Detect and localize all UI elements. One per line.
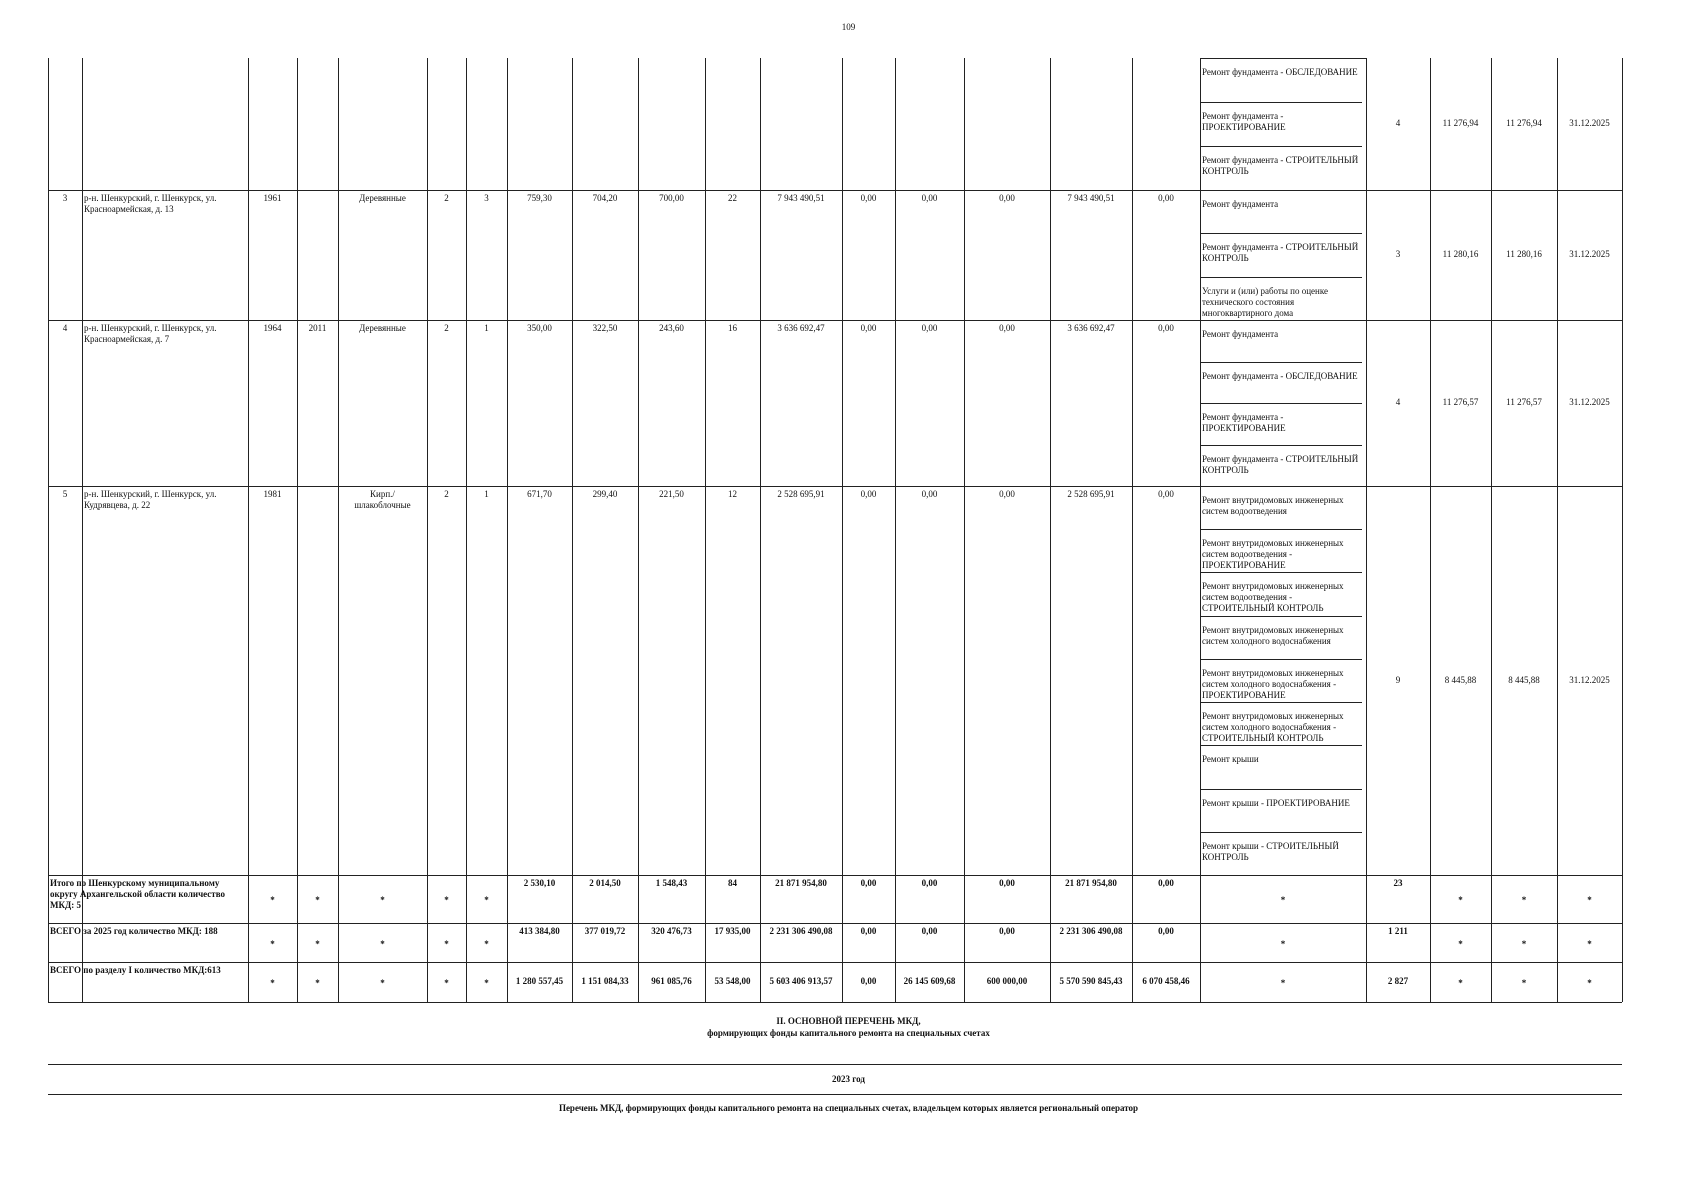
- cell-work_count: 4: [1395, 118, 1401, 128]
- row-line: [48, 962, 1622, 963]
- cell-col_other: 0,00: [1158, 489, 1174, 499]
- section-year: 2023 год: [832, 1074, 865, 1084]
- cell-deadline: 31.12.2025: [1569, 675, 1610, 685]
- total-area_residential: 961 085,76: [651, 976, 692, 986]
- placeholder-mark: *: [484, 978, 489, 988]
- placeholder-mark: *: [484, 939, 489, 949]
- cell-max_cost: 11 280,16: [1506, 249, 1542, 259]
- cell-area_living: 704,20: [592, 193, 618, 203]
- row-line: [48, 923, 1622, 924]
- work-line: [1200, 102, 1362, 103]
- row-line: [48, 875, 1622, 876]
- placeholder-mark: *: [1587, 939, 1592, 949]
- cell-area_total: 671,70: [527, 489, 552, 499]
- total-col_owners: 5 570 590 845,43: [1059, 976, 1123, 986]
- cell-floors: 2: [444, 323, 449, 333]
- work-item: Ремонт внутридомовых инженерных систем холодного водоснабжения: [1202, 625, 1344, 646]
- cell-work_count: 4: [1395, 397, 1401, 407]
- cell-col_other: 0,00: [1158, 323, 1174, 333]
- total-col_other: 0,00: [1158, 878, 1174, 888]
- cell-entrances: 1: [484, 489, 489, 499]
- total-col_fund_local: 600 000,00: [986, 976, 1028, 986]
- cell-area_total: 759,30: [527, 193, 552, 203]
- placeholder-mark: *: [1280, 895, 1286, 905]
- placeholder-mark: *: [444, 939, 449, 949]
- total-area_living: 2 014,50: [589, 878, 621, 888]
- total-label: ВСЕГО по разделу I количество МКД:613: [50, 965, 221, 975]
- work-item: Ремонт внутридомовых инженерных систем водоотведения - ПРОЕКТИРОВАНИЕ: [1202, 538, 1344, 570]
- total-area_total: 2 530,10: [523, 878, 556, 888]
- row-line: [48, 320, 1622, 321]
- cell-col_fund_local: 0,00: [999, 489, 1015, 499]
- cell-year_renovated: 2011: [308, 323, 327, 333]
- work-line: [1200, 832, 1362, 833]
- total-work-count: 23: [1393, 878, 1403, 888]
- total-col_fund_region: 0,00: [921, 926, 938, 936]
- section-rule-bottom: [48, 1094, 1622, 1095]
- placeholder-mark: *: [1280, 978, 1286, 988]
- cell-residents: 16: [728, 323, 737, 333]
- placeholder-mark: *: [270, 978, 275, 988]
- total-area_living: 1 151 084,33: [581, 976, 629, 986]
- work-item: Ремонт фундамента - ПРОЕКТИРОВАНИЕ: [1202, 111, 1286, 132]
- work-line: [1200, 789, 1362, 790]
- cell-area_living: 322,50: [592, 323, 618, 333]
- total-work-count: 2 827: [1387, 976, 1409, 986]
- cell-area_total: 350,00: [527, 323, 552, 333]
- cell-max_cost: 11 276,94: [1506, 118, 1542, 128]
- cell-unit_cost: 8 445,88: [1444, 675, 1477, 685]
- cell-address: р-н. Шенкурский, г. Шенкурск, ул. Красноармейская, д. 13: [84, 193, 217, 214]
- placeholder-mark: *: [270, 895, 275, 905]
- column-line: [1430, 58, 1431, 1002]
- total-cost_total: 21 871 954,80: [775, 878, 827, 888]
- total-col_owners: 21 871 954,80: [1065, 878, 1117, 888]
- work-item: Ремонт фундамента - ОБСЛЕДОВАНИЕ: [1202, 371, 1358, 381]
- work-line: [1200, 445, 1362, 446]
- work-item: Услуги и (или) работы по оценке технического состояния многоквартирного дома: [1202, 286, 1328, 318]
- cell-number: 5: [62, 489, 68, 499]
- cell-area_residential: 221,50: [659, 489, 684, 499]
- work-item: Ремонт фундамента - ПРОЕКТИРОВАНИЕ: [1202, 412, 1286, 433]
- column-line: [1366, 58, 1367, 1002]
- row-line: [48, 190, 1622, 191]
- cell-wall-material: Деревянные: [359, 193, 406, 203]
- total-cost_total: 2 231 306 490,08: [769, 926, 833, 936]
- cell-entrances: 3: [484, 193, 489, 203]
- cell-cost_total: 2 528 695,91: [777, 489, 825, 499]
- total-area_residential: 1 548,43: [655, 878, 688, 888]
- total-residents: 53 548,00: [714, 976, 751, 986]
- total-area_living: 377 019,72: [584, 926, 626, 936]
- cell-col_fund_federal: 0,00: [860, 489, 877, 499]
- cell-address: р-н. Шенкурский, г. Шенкурск, ул. Кудрявцева, д. 22: [84, 489, 217, 510]
- cell-col_other: 0,00: [1158, 193, 1174, 203]
- work-line: [1200, 616, 1362, 617]
- work-item: Ремонт фундамента - СТРОИТЕЛЬНЫЙ КОНТРОЛЬ: [1202, 242, 1359, 263]
- work-item: Ремонт внутридомовых инженерных систем водоотведения - СТРОИТЕЛЬНЫЙ КОНТРОЛЬ: [1202, 581, 1344, 613]
- cell-year_built: 1981: [263, 489, 282, 499]
- cell-wall-material: Деревянные: [359, 323, 406, 333]
- placeholder-mark: *: [1280, 939, 1286, 949]
- total-col_fund_local: 0,00: [999, 926, 1015, 936]
- work-line: [1200, 659, 1362, 660]
- work-line: [1200, 403, 1362, 404]
- total-label: Итого по Шенкурскому муниципальному округу Архангельской области количество МКД: 5: [50, 878, 226, 910]
- total-col_owners: 2 231 306 490,08: [1059, 926, 1123, 936]
- total-col_fund_region: 0,00: [921, 878, 938, 888]
- cell-unit_cost: 11 276,57: [1442, 397, 1479, 407]
- column-line: [338, 58, 339, 1002]
- total-col_fund_federal: 0,00: [860, 976, 877, 986]
- work-item: Ремонт фундамента: [1202, 199, 1279, 209]
- work-item: Ремонт внутридомовых инженерных систем холодного водоснабжения - ПРОЕКТИРОВАНИЕ: [1202, 668, 1344, 700]
- work-item: Ремонт крыши - СТРОИТЕЛЬНЫЙ КОНТРОЛЬ: [1202, 841, 1339, 862]
- cell-max_cost: 8 445,88: [1508, 675, 1540, 685]
- work-line: [1200, 233, 1362, 234]
- cell-col_owners: 7 943 490,51: [1067, 193, 1115, 203]
- work-item: Ремонт фундамента - ОБСЛЕДОВАНИЕ: [1202, 67, 1358, 77]
- total-col_other: 6 070 458,46: [1142, 976, 1190, 986]
- total-area_residential: 320 476,73: [651, 926, 692, 936]
- placeholder-mark: *: [444, 895, 449, 905]
- section-list-title: Перечень МКД, формирующих фонды капитального ремонта на специальных счетах, владельцем которых является региональный оператор: [558, 1103, 1139, 1113]
- cell-col_fund_federal: 0,00: [860, 323, 877, 333]
- work-line: [1200, 702, 1362, 703]
- cell-year_built: 1961: [263, 193, 282, 203]
- total-col_fund_federal: 0,00: [860, 926, 877, 936]
- section-title: II. ОСНОВНОЙ ПЕРЕЧЕНЬ МКД,: [776, 1016, 921, 1026]
- column-line: [1200, 58, 1201, 1002]
- cell-cost_total: 7 943 490,51: [777, 193, 825, 203]
- placeholder-mark: *: [1521, 939, 1527, 949]
- placeholder-mark: *: [315, 978, 320, 988]
- placeholder-mark: *: [1458, 978, 1463, 988]
- column-line: [82, 58, 83, 1002]
- cell-area_residential: 243,60: [659, 323, 684, 333]
- placeholder-mark: *: [1587, 895, 1592, 905]
- cell-floors: 2: [444, 193, 449, 203]
- work-item: Ремонт крыши - ПРОЕКТИРОВАНИЕ: [1202, 798, 1350, 808]
- cell-col_fund_local: 0,00: [999, 193, 1015, 203]
- row-line: [48, 1002, 1622, 1003]
- cell-deadline: 31.12.2025: [1569, 118, 1610, 128]
- placeholder-mark: *: [1458, 939, 1463, 949]
- total-col_fund_region: 26 145 609,68: [903, 976, 956, 986]
- placeholder-mark: *: [484, 895, 489, 905]
- cell-floors: 2: [444, 489, 449, 499]
- placeholder-mark: *: [1458, 895, 1463, 905]
- row-line: [48, 486, 1622, 487]
- total-area_total: 1 280 557,45: [515, 976, 564, 986]
- cell-col_owners: 3 636 692,47: [1067, 323, 1115, 333]
- placeholder-mark: *: [380, 939, 385, 949]
- works-top-line: [1200, 58, 1366, 59]
- total-residents: 17 935,00: [714, 926, 751, 936]
- cell-wall-material: Кирп./шлакоблочные: [354, 489, 411, 510]
- page-number: 109: [841, 22, 856, 32]
- total-label: ВСЕГО за 2025 год количество МКД: 188: [50, 926, 218, 936]
- placeholder-mark: *: [444, 978, 449, 988]
- section-subtitle: формирующих фонды капитального ремонта на специальных счетах: [707, 1028, 990, 1038]
- work-line: [1200, 745, 1362, 746]
- cell-col_owners: 2 528 695,91: [1067, 489, 1115, 499]
- cell-work_count: 9: [1395, 675, 1401, 685]
- cell-work_count: 3: [1395, 249, 1401, 259]
- column-line: [1491, 58, 1492, 1002]
- work-item: Ремонт крыши: [1202, 754, 1259, 764]
- total-col_other: 0,00: [1158, 926, 1174, 936]
- work-line: [1200, 146, 1362, 147]
- cell-max_cost: 11 276,57: [1506, 397, 1542, 407]
- work-item: Ремонт внутридомовых инженерных систем водоотведения: [1202, 495, 1344, 516]
- cell-entrances: 1: [484, 323, 489, 333]
- column-line: [1557, 58, 1558, 1002]
- placeholder-mark: *: [380, 895, 385, 905]
- cell-col_fund_local: 0,00: [999, 323, 1015, 333]
- placeholder-mark: *: [380, 978, 385, 988]
- cell-residents: 12: [728, 489, 737, 499]
- placeholder-mark: *: [1587, 978, 1592, 988]
- cell-col_fund_region: 0,00: [921, 193, 938, 203]
- total-work-count: 1 211: [1388, 926, 1408, 936]
- cell-deadline: 31.12.2025: [1569, 397, 1610, 407]
- cell-col_fund_region: 0,00: [921, 489, 938, 499]
- column-line: [1622, 58, 1623, 1002]
- placeholder-mark: *: [270, 939, 275, 949]
- cell-residents: 22: [728, 193, 737, 203]
- work-item: Ремонт фундамента - СТРОИТЕЛЬНЫЙ КОНТРОЛЬ: [1202, 454, 1359, 475]
- work-line: [1200, 572, 1362, 573]
- cell-col_fund_federal: 0,00: [860, 193, 877, 203]
- cell-unit_cost: 11 276,94: [1442, 118, 1479, 128]
- work-line: [1200, 529, 1362, 530]
- total-col_fund_local: 0,00: [999, 878, 1015, 888]
- placeholder-mark: *: [1521, 895, 1527, 905]
- placeholder-mark: *: [315, 939, 320, 949]
- cell-number: 3: [62, 193, 68, 203]
- section-rule-top: [48, 1064, 1622, 1065]
- cell-number: 4: [62, 323, 68, 333]
- cell-area_living: 299,40: [592, 489, 618, 499]
- total-residents: 84: [728, 878, 737, 888]
- cell-deadline: 31.12.2025: [1569, 249, 1610, 259]
- work-item: Ремонт фундамента: [1202, 329, 1279, 339]
- placeholder-mark: *: [315, 895, 320, 905]
- total-cost_total: 5 603 406 913,57: [769, 976, 833, 986]
- work-line: [1200, 277, 1362, 278]
- total-area_total: 413 384,80: [519, 926, 560, 936]
- cell-year_built: 1964: [263, 323, 282, 333]
- cell-unit_cost: 11 280,16: [1442, 249, 1479, 259]
- work-item: Ремонт фундамента - СТРОИТЕЛЬНЫЙ КОНТРОЛЬ: [1202, 155, 1359, 176]
- work-item: Ремонт внутридомовых инженерных систем холодного водоснабжения - СТРОИТЕЛЬНЫЙ КОНТРОЛЬ: [1202, 711, 1344, 743]
- cell-cost_total: 3 636 692,47: [777, 323, 825, 333]
- cell-area_residential: 700,00: [659, 193, 684, 203]
- cell-col_fund_region: 0,00: [921, 323, 938, 333]
- work-line: [1200, 362, 1362, 363]
- placeholder-mark: *: [1521, 978, 1527, 988]
- column-line: [297, 58, 298, 1002]
- total-col_fund_federal: 0,00: [860, 878, 877, 888]
- cell-address: р-н. Шенкурский, г. Шенкурск, ул. Красноармейская, д. 7: [84, 323, 217, 344]
